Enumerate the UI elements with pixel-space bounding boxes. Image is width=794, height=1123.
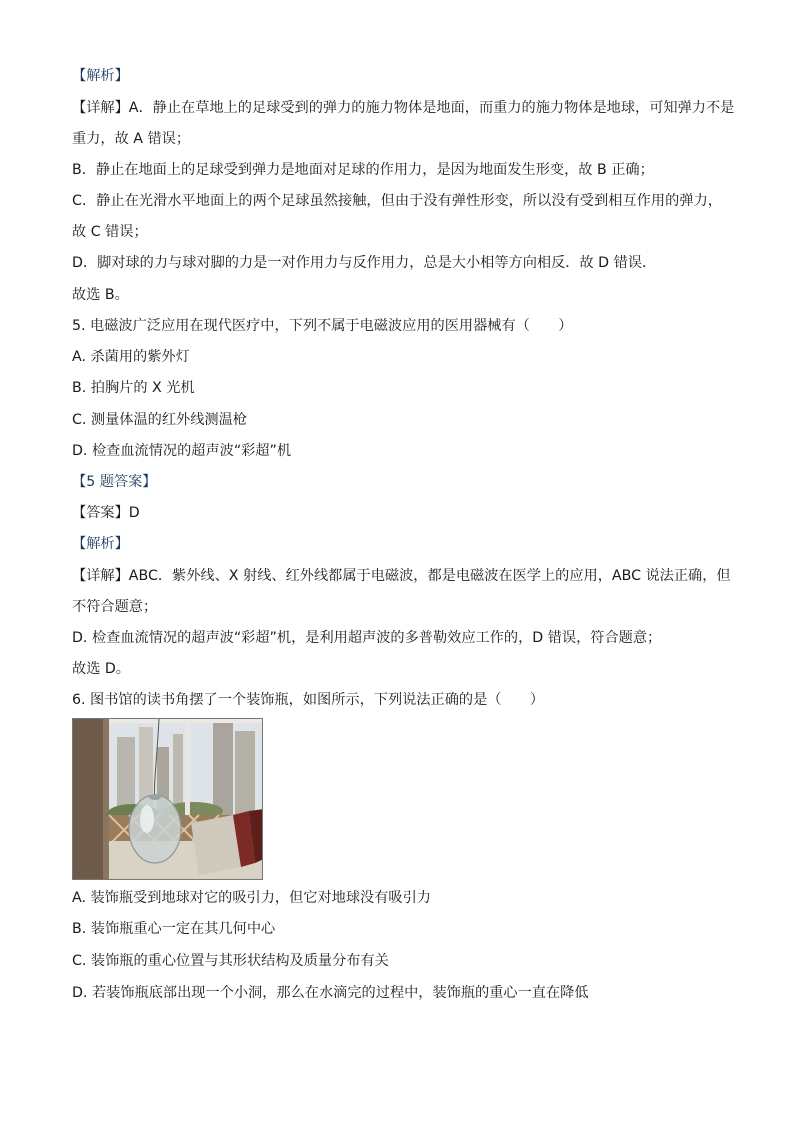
explanation-line: 【详解】ABC．紫外线、X 射线、红外线都属于电磁波，都是电磁波在医学上的应用，ABC 说法正确，但: [72, 568, 731, 584]
conclusion-line: 故选 D。: [72, 661, 130, 677]
decorative-vase-photo: [72, 718, 263, 880]
question-5-option-d: D. 检查血流情况的超声波“彩超”机: [72, 443, 292, 459]
explanation-line: C．静止在光滑水平地面上的两个足球虽然接触，但由于没有弹性形变，所以没有受到相互作用的弹力，: [72, 193, 722, 209]
explanation-line: B．静止在地面上的足球受到弹力是地面对足球的作用力，是因为地面发生形变，故 B 正确；: [72, 162, 654, 178]
conclusion-line: 故选 B。: [72, 287, 129, 303]
explanation-line: 不符合题意；: [72, 599, 158, 615]
question-6-option-a: A. 装饰瓶受到地球对它的吸引力，但它对地球没有吸引力: [72, 890, 431, 906]
question-6-option-c: C. 装饰瓶的重心位置与其形状结构及质量分布有关: [72, 953, 389, 969]
question-5-option-c: C. 测量体温的红外线测温枪: [72, 412, 247, 428]
explanation-line: 故 C 错误；: [72, 224, 148, 240]
explanation-line: 【详解】A．静止在草地上的足球受到的弹力的施力物体是地面，而重力的施力物体是地球，可知弹力不是: [72, 100, 735, 116]
question-6-option-b: B. 装饰瓶重心一定在其几何中心: [72, 921, 276, 937]
answer-line: 【答案】D: [72, 505, 140, 521]
explanation-line: 重力，故 A 错误；: [72, 131, 191, 147]
explanation-line: D．脚对球的力与球对脚的力是一对作用力与反作用力，总是大小相等方向相反．故 D 错误．: [72, 255, 657, 271]
question-5-option-b: B. 拍胸片的 X 光机: [72, 380, 195, 396]
answer-section-heading: 【5 题答案】: [72, 474, 157, 490]
question-5-stem: 5. 电磁波广泛应用在现代医疗中，下列不属于电磁波应用的医用器械有（ ）: [72, 318, 573, 334]
analysis-heading: 【解析】: [72, 536, 129, 552]
analysis-heading: 【解析】: [72, 68, 129, 84]
question-6-stem: 6. 图书馆的读书角摆了一个装饰瓶，如图所示，下列说法正确的是（ ）: [72, 692, 545, 708]
question-5-option-a: A. 杀菌用的紫外灯: [72, 349, 190, 365]
explanation-line: D. 检查血流情况的超声波“彩超”机，是利用超声波的多普勒效应工作的，D 错误，符合题意；: [72, 630, 662, 646]
question-6-option-d: D. 若装饰瓶底部出现一个小洞，那么在水滴完的过程中，装饰瓶的重心一直在降低: [72, 985, 589, 1001]
